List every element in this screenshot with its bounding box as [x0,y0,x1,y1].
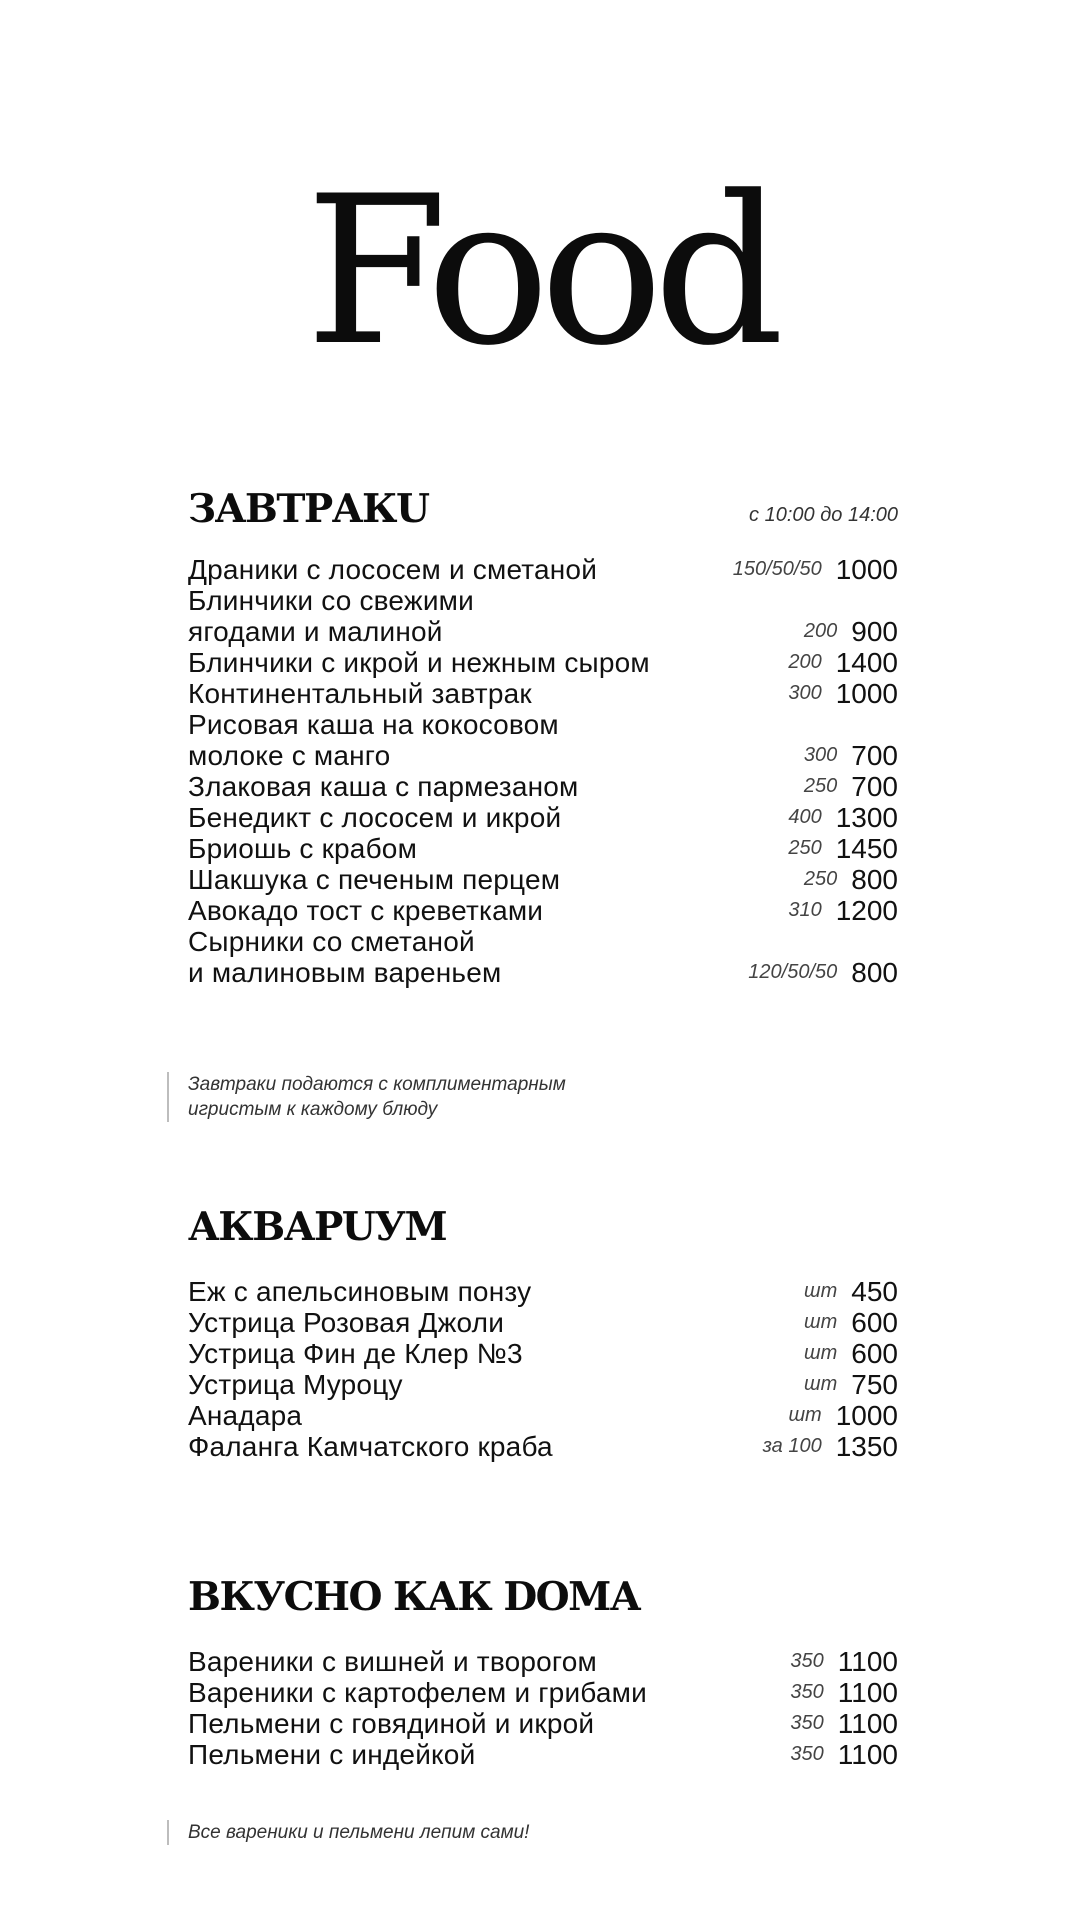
item-weight: шт [788,1404,822,1426]
item-price: 450 [851,1276,898,1307]
menu-item [188,1369,898,1400]
section-title: АКВАРUУМ [188,1204,447,1250]
item-name: Устрица Фин де Клер №3 [188,1338,523,1369]
menu-item [188,1677,898,1708]
item-weight: шт [804,1342,838,1364]
item-weight: за 100 [762,1435,822,1457]
item-name: Бенедикт с лососем и икрой [188,802,562,833]
menu-list [188,554,898,988]
item-name: Пельмени с говядиной и икрой [188,1708,595,1739]
item-name: Авокадо тост с креветками [188,895,544,926]
item-weight: шт [804,1280,838,1302]
item-price: 1100 [837,1646,898,1677]
item-weight: 350 [790,1681,824,1703]
item-name: Блинчики с икрой и нежным сыром [188,647,650,678]
menu-item [188,1276,898,1307]
item-price: 700 [851,740,898,771]
item-price: 1450 [835,833,898,864]
item-name: Бриошь с крабом [188,833,418,864]
item-price: 1000 [835,554,898,585]
menu-item [188,1400,898,1431]
item-price: 800 [851,957,898,988]
menu-item [188,1431,898,1462]
item-price: 900 [851,616,898,647]
section-homestyle [188,1576,898,1770]
item-name: Устрица Розовая Джоли [188,1307,505,1338]
section-title: ВКУСНО КАК DОМА [188,1574,641,1620]
item-name: Злаковая каша с пармезаном [188,771,579,802]
item-name: Драники с лососем и сметаной [188,554,598,585]
item-name: Еж с апельсиновым понзу [188,1276,532,1307]
menu-item [188,647,898,678]
menu-list [188,1646,898,1770]
item-weight: 250 [788,837,822,859]
item-name: Устрица Муроцу [188,1369,403,1400]
item-name: Вареники с вишней и творогом [188,1646,597,1677]
item-name: Блинчики со свежими ягодами и малиной [188,585,474,647]
item-name: Рисовая каша на кокосовом молоке с манго [188,709,559,771]
menu-item [188,1338,898,1369]
item-weight: 250 [803,775,838,797]
item-weight: шт [804,1311,838,1333]
item-weight: 350 [790,1743,824,1765]
item-weight: 400 [788,806,822,828]
menu-item [188,678,898,709]
item-weight: 300 [788,682,822,704]
item-weight: 150/50/50 [732,558,822,580]
menu-item [188,554,898,585]
item-price: 1000 [835,1400,898,1431]
breakfast-note: Завтраки подаются с комплиментарным игристым к каждому блюду [167,1072,566,1122]
menu-item [188,709,898,771]
item-name: Континентальный завтрак [188,678,532,709]
item-weight: 200 [803,620,838,642]
menu-item [188,833,898,864]
item-weight: 120/50/50 [748,961,838,983]
item-weight: 350 [790,1650,824,1672]
section-header [188,488,898,536]
item-name: Вареники с картофелем и грибами [188,1677,647,1708]
item-name: Шакшука с печеным перцем [188,864,561,895]
item-price: 1300 [835,802,898,833]
item-price: 1350 [835,1431,898,1462]
menu-item [188,926,898,988]
menu-item [188,1708,898,1739]
menu-item [188,771,898,802]
menu-list [188,1276,898,1462]
homestyle-note: Все вареники и пельмени лепим сами! [167,1820,529,1845]
item-price: 700 [851,771,898,802]
menu-item [188,1646,898,1677]
item-price: 750 [851,1369,898,1400]
item-name: Фаланга Камчатского краба [188,1431,553,1462]
item-weight: 200 [788,651,822,673]
item-price: 1200 [835,895,898,926]
section-header [188,1206,898,1254]
section-hours: с 10:00 до 14:00 [749,504,898,526]
menu-item [188,895,898,926]
item-weight: 350 [790,1712,824,1734]
item-price: 1100 [837,1677,898,1708]
item-weight: 250 [803,868,838,890]
menu-item [188,585,898,647]
item-price: 1100 [837,1739,898,1770]
item-weight: 300 [803,744,838,766]
menu-item [188,864,898,895]
item-name: Анадара [188,1400,303,1431]
section-header [188,1576,898,1624]
menu-item [188,1739,898,1770]
item-price: 1000 [835,678,898,709]
section-title: ЗАВТРАКU [188,486,429,532]
menu-item [188,1307,898,1338]
item-price: 1400 [835,647,898,678]
menu-item [188,802,898,833]
item-name: Пельмени с индейкой [188,1739,476,1770]
item-price: 1100 [837,1708,898,1739]
item-price: 800 [851,864,898,895]
item-price: 600 [851,1338,898,1369]
item-weight: шт [804,1373,838,1395]
food-logo: Food [305,153,775,391]
item-name: Сырники со сметаной и малиновым вареньем [188,926,502,988]
section-aquarium [188,1206,898,1462]
item-weight: 310 [788,899,822,921]
section-breakfast [188,488,898,988]
item-price: 600 [851,1307,898,1338]
